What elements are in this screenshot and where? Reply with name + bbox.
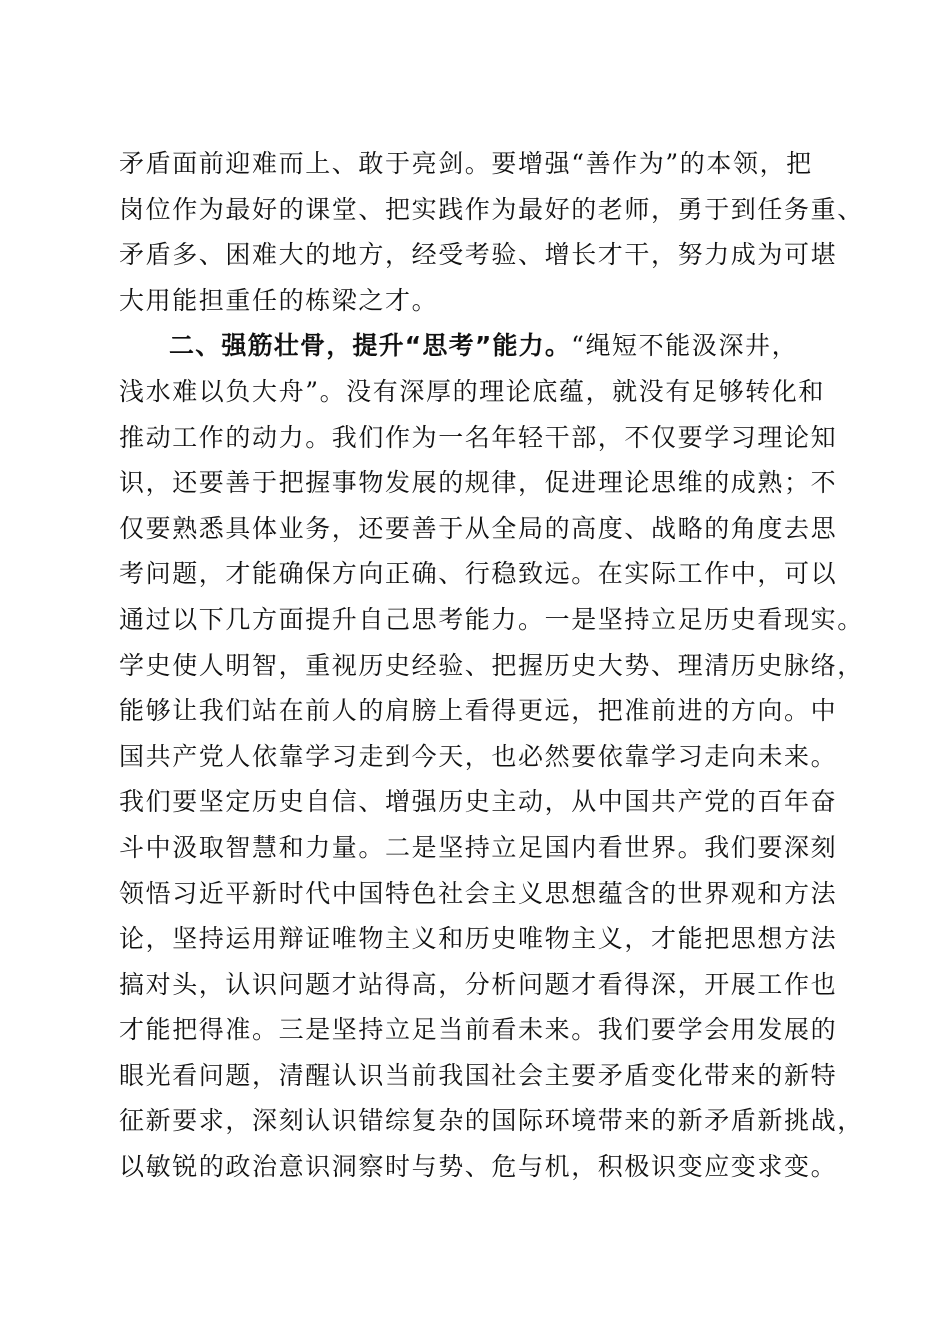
paragraph-line: 眼光看问题，清醒认识当前我国社会主要矛盾变化带来的新特 <box>119 1060 838 1090</box>
paragraph-line: 浅水难以负大舟”。没有深厚的理论底蕴，就没有足够转化和 <box>119 376 825 406</box>
section-heading-rest: “绳短不能汲深井， <box>571 331 799 361</box>
paragraph-line: 以敏锐的政治意识洞察时与势、危与机，积极识变应变求变。 <box>119 1152 838 1182</box>
paragraph-line: 能够让我们站在前人的肩膀上看得更远，把准前进的方向。中 <box>119 696 838 726</box>
paragraph-line: 国共产党人依靠学习走到今天，也必然要依靠学习走向未来。 <box>119 741 838 771</box>
paragraph-line: 论，坚持运用辩证唯物主义和历史唯物主义，才能把思想方法 <box>119 924 838 954</box>
paragraph-line: 斗中汲取智慧和力量。二是坚持立足国内看世界。我们要深刻 <box>119 832 838 862</box>
paragraph-line: 大用能担重任的栋梁之才。 <box>119 285 439 315</box>
paragraph-line: 领悟习近平新时代中国特色社会主义思想蕴含的世界观和方法 <box>119 878 838 908</box>
paragraph-line: 岗位作为最好的课堂、把实践作为最好的老师，勇于到任务重、 <box>119 194 864 224</box>
paragraph-line: 通过以下几方面提升自己思考能力。一是坚持立足历史看现实。 <box>119 604 864 634</box>
paragraph-line: 矛盾面前迎难而上、敢于亮剑。要增强“善作为”的本领，把 <box>119 149 813 178</box>
paragraph-line: 学史使人明智，重视历史经验、把握历史大势、理清历史脉络， <box>119 650 864 680</box>
paragraph-line: 搞对头，认识问题才站得高，分析问题才看得深，开展工作也 <box>119 969 838 999</box>
paragraph-line: 才能把得准。三是坚持立足当前看未来。我们要学会用发展的 <box>119 1015 838 1045</box>
paragraph-line: 我们要坚定历史自信、增强历史主动，从中国共产党的百年奋 <box>119 787 838 817</box>
section-heading-line <box>119 323 839 369</box>
document-body <box>119 141 864 1190</box>
paragraph-line: 考问题，才能确保方向正确、行稳致远。在实际工作中，可以 <box>119 559 838 589</box>
section-heading: 二、强筋壮骨，提升“思考”能力。 <box>169 331 572 361</box>
paragraph-line: 识，还要善于把握事物发展的规律，促进理论思维的成熟；不 <box>119 468 838 498</box>
paragraph-line: 仅要熟悉具体业务，还要善于从全局的高度、战略的角度去思 <box>119 513 838 543</box>
paragraph-line: 矛盾多、困难大的地方，经受考验、增长才干，努力成为可堪 <box>119 240 838 270</box>
paragraph-line: 征新要求，深刻认识错综复杂的国际环境带来的新矛盾新挑战， <box>119 1106 864 1136</box>
paragraph-line: 推动工作的动力。我们作为一名年轻干部，不仅要学习理论知 <box>119 422 838 452</box>
